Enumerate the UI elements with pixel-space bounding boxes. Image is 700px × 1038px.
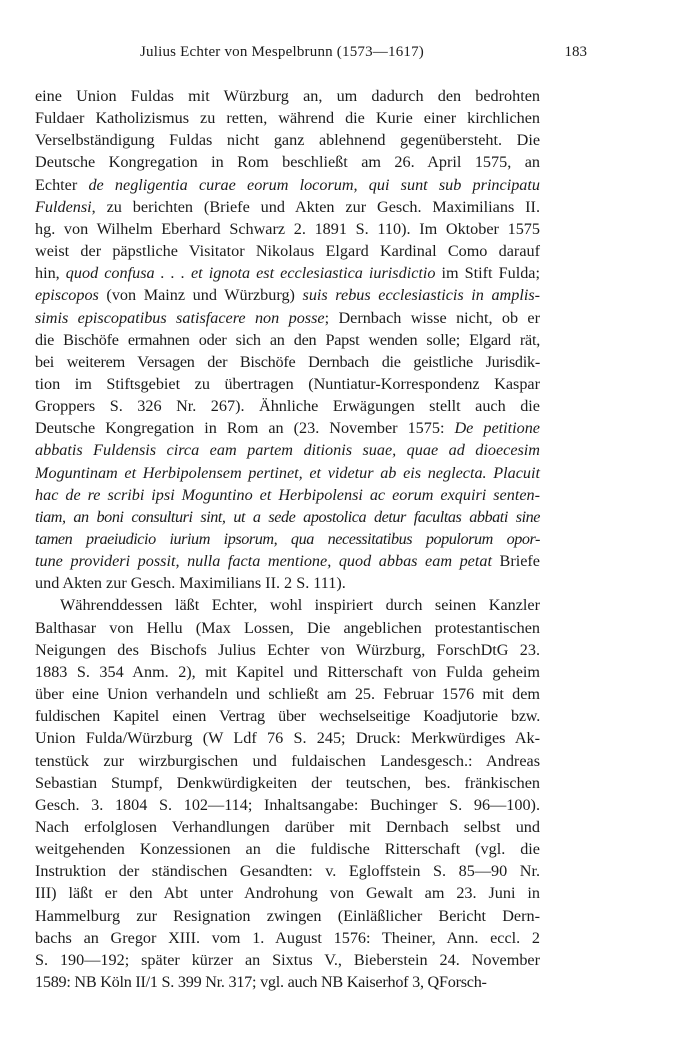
italic-segment: tune provideri possit, nulla facta mentione, quod abbas eam petat bbox=[35, 552, 492, 571]
text-segment: bei weiterem Versagen der Bischöfe Dernbach die geistliche Jurisdik- bbox=[35, 352, 540, 371]
text-line bbox=[35, 329, 540, 351]
text-line bbox=[35, 174, 540, 196]
text-segment: Instruktion der ständischen Gesandten: v. Egloffstein S. 85—90 Nr. bbox=[35, 862, 540, 881]
text-segment: Balthasar von Hellu (Max Lossen, Die angeblichen protestantischen bbox=[35, 618, 540, 637]
text-line bbox=[35, 683, 540, 705]
text-line bbox=[35, 196, 540, 218]
text-segment: 1589: NB Köln II/1 S. 399 Nr. 317; vgl. auch NB Kaiserhof 3, QForsch- bbox=[35, 973, 487, 991]
text-line bbox=[35, 949, 540, 971]
text-segment: Fuldaer Katholizismus zu retten, während die Kurie einer kirchlichen bbox=[35, 109, 540, 128]
text-line bbox=[35, 351, 540, 373]
text-segment: Hammelburg zur Resignation zwingen (Einläßlicher Bericht Dern- bbox=[35, 906, 540, 925]
text-line bbox=[35, 417, 540, 439]
text-line bbox=[35, 129, 540, 151]
text-line bbox=[35, 794, 540, 816]
text-line bbox=[60, 594, 540, 616]
text-segment: Währenddessen läßt Echter, wohl inspiriert durch seinen Kanzler bbox=[60, 596, 540, 615]
italic-segment: abbatis Fuldensis circa eam partem ditionis suae, quae ad dioecesim bbox=[35, 441, 540, 460]
italic-segment: Moguntinam et Herbipolensem pertinet, et videtur ab eis neglecta. Placuit bbox=[35, 463, 540, 482]
text-segment: , zu berichten (Briefe und Akten zur Gesch. Maximilians II. bbox=[91, 197, 540, 216]
text-segment: bachs an Gregor XIII. vom 1. August 1576: Theiner, Ann. eccl. 2 bbox=[35, 928, 540, 947]
italic-segment: hac de re scribi ipsi Moguntino et Herbipolensi ac eorum exquiri senten- bbox=[35, 485, 540, 504]
text-segment: Nach erfolglosen Verhandlungen darüber mit Dernbach selbst und bbox=[35, 817, 540, 836]
text-line bbox=[35, 617, 540, 639]
text-segment: eine Union Fuldas mit Würzburg an, um dadurch den bedrohten bbox=[35, 87, 540, 105]
text-segment: weitgehenden Konzessionen an die fuldische Ritterschaft (vgl. die bbox=[35, 840, 540, 859]
text-segment: ; Dernbach wisse nicht, ob er bbox=[324, 308, 540, 327]
text-line bbox=[35, 284, 540, 306]
text-line bbox=[35, 860, 540, 882]
text-line bbox=[35, 462, 540, 484]
text-line bbox=[35, 484, 540, 506]
text-segment: III) läßt er den Abt unter Androhung von Gewalt am 23. Juni in bbox=[35, 884, 540, 903]
text-line bbox=[35, 572, 540, 594]
text-segment: tion im Stiftsgebiet zu übertragen (Nuntiatur-Korrespondenz Kaspar bbox=[35, 374, 540, 393]
text-segment: Deutsche Kongregation in Rom an (23. November 1575: bbox=[35, 419, 455, 438]
italic-segment: Fuldensi bbox=[35, 197, 92, 216]
text-segment: Gesch. 3. 1804 S. 102—114; Inhaltsangabe: Buchinger S. 96—100). bbox=[35, 795, 540, 814]
text-line bbox=[35, 107, 540, 129]
text-segment: hg. von Wilhelm Eberhard Schwarz 2. 1891 S. 110). Im Oktober 1575 bbox=[35, 219, 540, 238]
text-line bbox=[35, 639, 540, 661]
text-segment: Neigungen des Bischofs Julius Echter von Würzburg, ForschDtG 23. bbox=[35, 640, 540, 659]
text-line bbox=[35, 528, 540, 550]
italic-segment: episcopos bbox=[35, 286, 99, 305]
italic-segment: de negligentia curae eorum locorum, qui sunt sub principatu bbox=[88, 175, 540, 194]
running-head-title: Julius Echter von Mespelbrunn (1573—1617) bbox=[140, 44, 424, 60]
text-segment: Briefe bbox=[491, 552, 540, 571]
text-segment: 1883 S. 354 Anm. 2), mit Kapitel und Ritterschaft von Fulda geheim bbox=[35, 662, 540, 681]
italic-segment: simis episcopatibus satisfacere non posse bbox=[35, 308, 325, 327]
text-segment: Verselbständigung Fuldas nicht ganz ablehnend gegenübersteht. Die bbox=[35, 131, 540, 150]
text-segment: tenstück zur wirzburgischen und fuldaischen Landesgesch.: Andreas bbox=[35, 751, 540, 770]
text-line bbox=[35, 816, 540, 838]
text-line bbox=[35, 705, 540, 727]
text-segment: (von Mainz und Würzburg) bbox=[98, 286, 303, 305]
text-segment: im Stift Fulda; bbox=[435, 264, 540, 283]
text-line bbox=[35, 905, 540, 927]
text-line bbox=[35, 240, 540, 262]
text-line bbox=[35, 439, 540, 461]
text-segment: weist der päpstliche Visitator Nikolaus Elgard Kardinal Como darauf bbox=[35, 242, 540, 261]
text-segment: Union Fulda/Würzburg (W Ldf 76 S. 245; Druck: Merkwürdiges Ak- bbox=[35, 729, 540, 748]
text-segment: hin, bbox=[35, 264, 66, 283]
text-line bbox=[35, 882, 540, 904]
text-segment: Sebastian Stumpf, Denkwürdigkeiten der teutschen, bes. fränkischen bbox=[35, 773, 540, 792]
text-segment: und Akten zur Gesch. Maximilians II. 2 S. 111). bbox=[35, 574, 346, 593]
text-line bbox=[35, 307, 540, 329]
text-segment: Groppers S. 326 Nr. 267). Ähnliche Erwägungen stellt auch die bbox=[35, 397, 540, 416]
text-line bbox=[35, 727, 540, 749]
text-line bbox=[35, 772, 540, 794]
text-line bbox=[35, 550, 540, 572]
text-segment: über eine Union verhandeln und schließt am 25. Februar 1576 mit dem bbox=[35, 685, 540, 704]
text-segment: S. 190—192; später kürzer an Sixtus V., Bieberstein 24. November bbox=[35, 950, 540, 969]
text-line bbox=[35, 85, 540, 107]
text-line bbox=[35, 373, 540, 395]
text-segment: Echter bbox=[35, 175, 89, 194]
text-segment: die Bischöfe ermahnen oder sich an den Papst wenden solle; Elgard rät, bbox=[35, 330, 540, 349]
text-segment: fuldischen Kapitel einen Vertrag über wechselseitige Koadjutorie bzw. bbox=[35, 707, 540, 726]
text-line bbox=[35, 395, 540, 417]
text-line bbox=[35, 661, 540, 683]
text-line bbox=[35, 927, 540, 949]
text-line bbox=[35, 506, 540, 528]
italic-segment: quod confusa . . . et ignota est ecclesiastica iurisdictio bbox=[65, 264, 436, 283]
text-line bbox=[35, 151, 540, 173]
page-number: 183 bbox=[564, 44, 587, 60]
text-segment: Deutsche Kongregation in Rom beschließt am 26. April 1575, an bbox=[35, 153, 540, 172]
text-line bbox=[35, 838, 540, 860]
text-line bbox=[35, 262, 540, 284]
italic-segment: De petitione bbox=[454, 419, 540, 438]
text-line bbox=[35, 218, 540, 240]
italic-segment: suis rebus ecclesiasticis in amplis- bbox=[302, 286, 541, 305]
text-line bbox=[35, 750, 540, 772]
italic-segment: tiam, an boni consulturi sint, ut a sede apostolica detur facultas abbati sine bbox=[35, 507, 540, 526]
italic-segment: tamen praeiudicio iurium ipsorum, qua necessitatibus populorum opor- bbox=[35, 530, 540, 548]
text-line bbox=[35, 971, 540, 993]
